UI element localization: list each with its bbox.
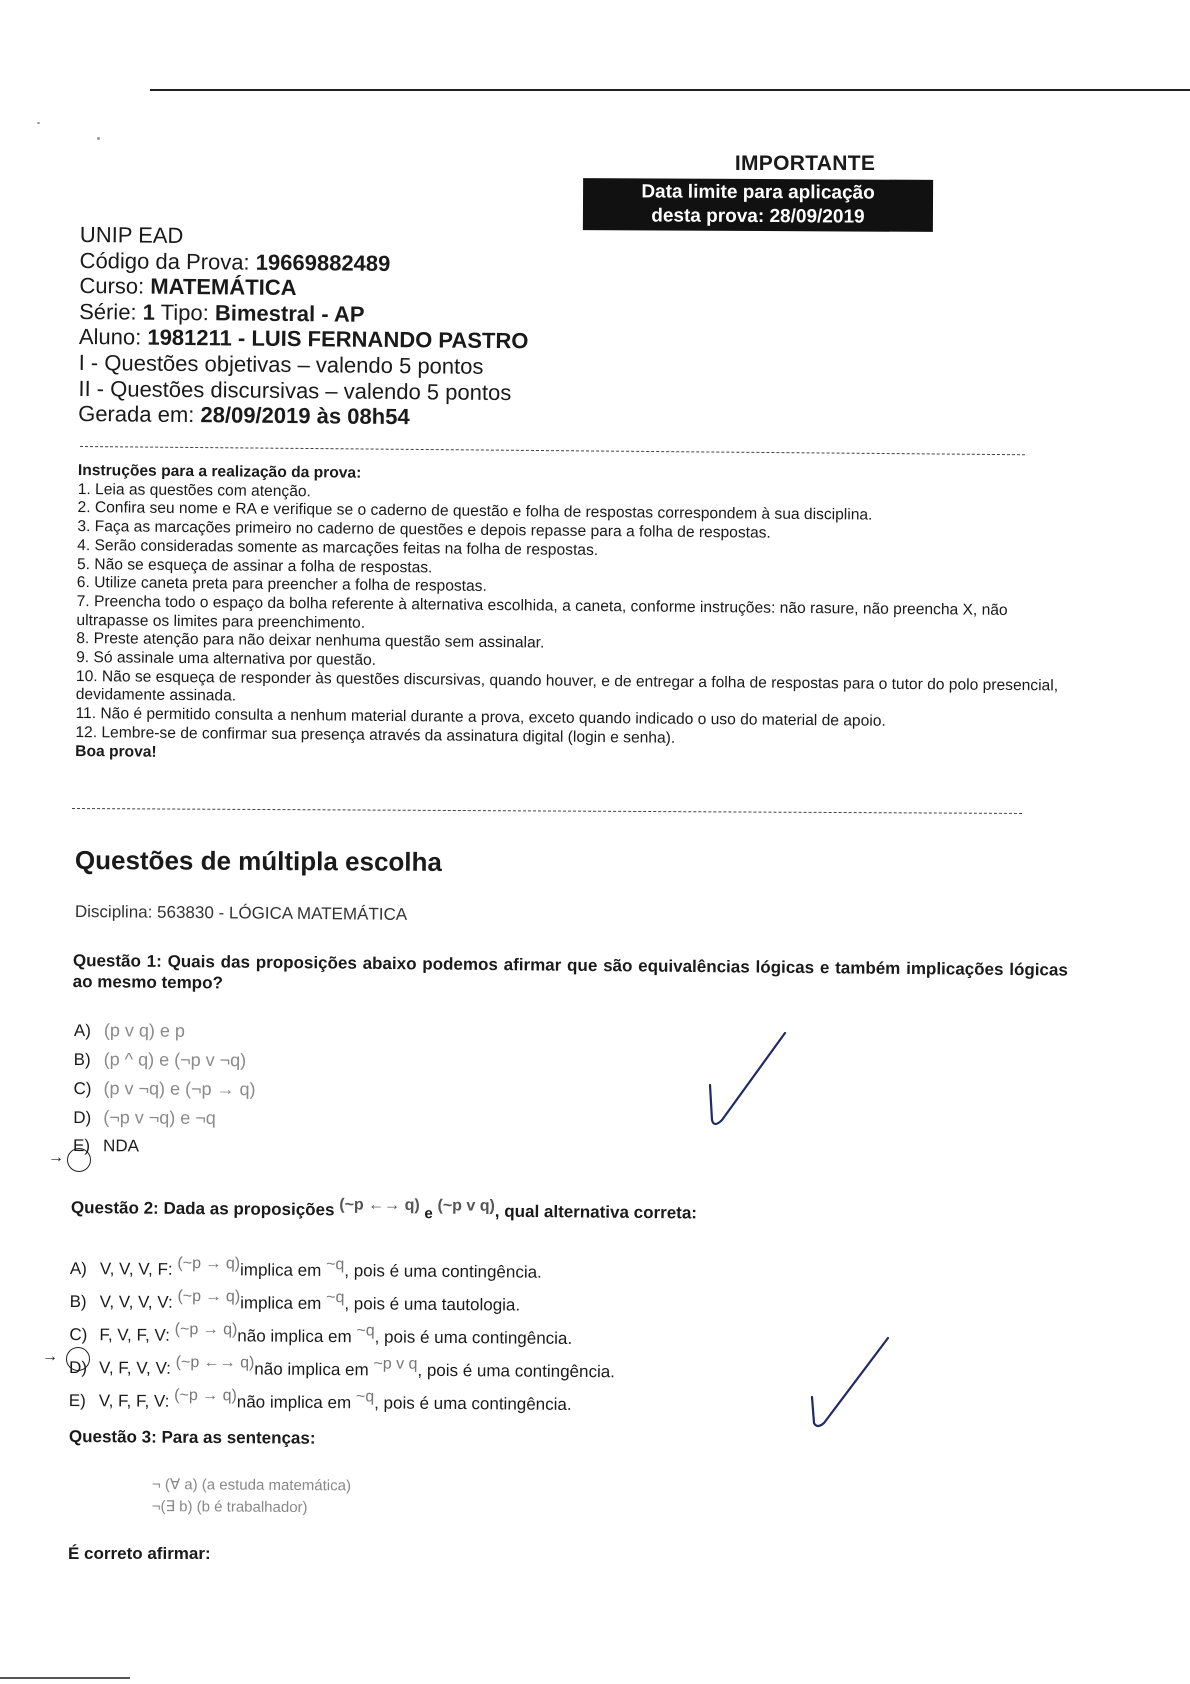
course: MATEMÁTICA: [150, 273, 297, 301]
option-letter: A): [73, 1020, 91, 1041]
option-letter: D): [69, 1357, 88, 1378]
student: 1981211 - LUIS FERNANDO PASTRO: [147, 325, 529, 354]
option-end: , pois é uma contingência.: [374, 1393, 572, 1414]
option-letter: E): [73, 1135, 91, 1156]
handwritten-check-mark: [800, 1335, 900, 1445]
option-letter: B): [69, 1291, 87, 1312]
answer-arrow-mark: →: [48, 1149, 64, 1166]
answer-circle-mark: [67, 1148, 91, 1172]
q2-conj: e: [424, 1205, 433, 1223]
deadline-banner: [583, 178, 933, 232]
type-label: Tipo:: [160, 299, 209, 326]
instruction-item: 1. Leia as questões com atenção.: [77, 480, 312, 500]
option-formula: ~q: [326, 1256, 345, 1274]
q2-prop-1: (~p ←→ q): [339, 1196, 420, 1215]
q2-suffix: , qual alternativa correta:: [494, 1201, 698, 1223]
option-formula: ~q: [355, 1388, 375, 1406]
option-formula: ~q: [356, 1322, 375, 1340]
option-values: F, V, F, V:: [99, 1325, 170, 1345]
q2-option-d[interactable]: [69, 1352, 615, 1389]
option-letter: D): [73, 1107, 92, 1128]
question-3-prompt: É correto afirmar:: [68, 1544, 211, 1563]
instruction-item: 11. Não é permitido consulta a nenhum material durante a prova, exceto quando indicado o uso do material de apoio.: [75, 705, 886, 730]
option-formula: (~p → q): [177, 1254, 241, 1273]
important-title: IMPORTANTE: [734, 152, 876, 175]
generated-row: [78, 401, 528, 431]
instructions-title: Instruções para a realização da prova:: [77, 462, 362, 482]
instruction-item: 2. Confira seu nome e RA e verifique se o caderno de questão e folha de respostas correspondem à sua disciplina.: [77, 499, 873, 525]
option-text: (p v ¬q) e (¬p → q): [103, 1078, 256, 1100]
series-label: Série:: [79, 298, 137, 325]
instruction-item: 12. Lembre-se de confirmar sua presença através da assinatura digital (login e senha).: [75, 723, 676, 747]
option-relation: implica em: [240, 1293, 322, 1313]
instruction-item: 8. Preste atenção para não deixar nenhuma questão sem assinalar.: [76, 630, 545, 652]
sentence-2: ¬(∃ b) (b é trabalhador): [151, 1497, 308, 1517]
option-relation: implica em: [240, 1260, 322, 1280]
option-formula: ~p v q: [373, 1355, 418, 1373]
option-relation: não implica em: [237, 1326, 352, 1347]
option-end: , pois é uma contingência.: [344, 1261, 542, 1282]
option-letter: C): [69, 1324, 88, 1345]
q2-option-b[interactable]: [69, 1286, 615, 1323]
exam-code-label: Código da Prova:: [79, 247, 250, 275]
divider-top: [80, 446, 1025, 455]
instruction-item: 10. Não se esqueça de responder às questões discursivas, quando houver, e de entregar a folha de respostas para o tutor do polo presencial, devidamente assinada.: [75, 667, 1059, 705]
q1-option-c[interactable]: [73, 1074, 255, 1104]
sentence-1: ¬ (∀ a) (a estuda matemática): [151, 1476, 352, 1495]
objective-info: I - Questões objetivas – valendo 5 pontos: [78, 349, 484, 379]
option-formula: (~p → q): [177, 1287, 241, 1306]
option-formula: (~p → q): [174, 1320, 238, 1339]
instruction-item: 5. Não se esqueça de assinar a folha de respostas.: [76, 555, 433, 576]
option-formula: ~q: [326, 1289, 345, 1307]
q2-prop-2: (~p v q): [437, 1197, 495, 1215]
deadline-line-1: Data limite para aplicação: [641, 181, 875, 204]
q1-option-d[interactable]: [73, 1103, 255, 1133]
series: 1: [142, 299, 156, 325]
exam-header: [78, 222, 529, 431]
option-values: V, V, V, F:: [99, 1259, 173, 1279]
discursive-info: II - Questões discursivas – valendo 5 pontos: [78, 375, 512, 405]
option-end: , pois é uma tautologia.: [344, 1294, 521, 1315]
option-end: , pois é uma contingência.: [417, 1360, 616, 1382]
exam-type: Bimestral - AP: [214, 300, 365, 327]
option-letter: A): [69, 1258, 87, 1279]
instruction-item: 3. Faça as marcações primeiro no caderno de questões e depois repasse para a folha de respostas.: [77, 518, 771, 542]
question-1-text: Questão 1: Quais das proposições abaixo podemos afirmar que são equivalências lógicas e também implicações lógicas ao mesmo tempo?: [72, 950, 1068, 993]
answer-arrow-mark: →: [42, 1348, 58, 1365]
divider-bottom: [72, 808, 1022, 814]
question-2-options: [69, 1253, 616, 1422]
option-values: V, F, V, V:: [99, 1358, 172, 1378]
question-3-sentences: [152, 1474, 351, 1519]
instruction-item: 4. Serão consideradas somente as marcações feitas na folha de respostas.: [77, 536, 599, 559]
q2-prefix: Questão 2: Dada as proposições: [70, 1198, 335, 1220]
exam-code: 19669882489: [255, 249, 391, 276]
question-1-options: [73, 1016, 256, 1161]
top-scan-rule: [150, 89, 1190, 91]
deadline-line-2: desta prova: 28/09/2019: [651, 205, 865, 228]
instruction-item: 7. Preencha todo o espaço da bolha referente à alternativa escolhida, a caneta, conforme instruções: não rasure, não preencha X, não ultrapasse os limites para preenchimento.: [76, 592, 1008, 632]
option-text: (p ^ q) e (¬p v ¬q): [103, 1049, 247, 1071]
instruction-item: 9. Só assinale uma alternativa por questão.: [76, 649, 377, 669]
scan-speck: [37, 122, 40, 124]
institution: UNIP EAD: [79, 222, 184, 248]
instructions: [75, 462, 1068, 771]
bottom-scan-edge: [0, 1677, 130, 1679]
option-formula: (~p → q): [174, 1386, 237, 1405]
option-text: (¬p v ¬q) e ¬q: [103, 1107, 216, 1128]
option-letter: E): [68, 1390, 86, 1411]
generated-label: Gerada em:: [78, 401, 195, 428]
generated-at: 28/09/2019 às 08h54: [200, 402, 410, 430]
q2-option-c[interactable]: [69, 1319, 615, 1356]
answer-circle-mark: [66, 1347, 90, 1371]
question-2-text: [71, 1198, 697, 1223]
option-letter: C): [73, 1078, 92, 1099]
question-3-text: Questão 3: Para as sentenças:: [68, 1427, 316, 1448]
option-values: V, V, V, V:: [99, 1292, 173, 1312]
student-label: Aluno:: [78, 324, 142, 350]
option-formula: (~p ←→ q): [175, 1353, 255, 1372]
q2-option-a[interactable]: [70, 1253, 616, 1290]
q1-option-b[interactable]: [74, 1045, 256, 1075]
q1-option-e[interactable]: [73, 1132, 255, 1161]
instruction-item: 6. Utilize caneta preta para preencher a folha de respostas.: [76, 574, 487, 596]
option-text: NDA: [103, 1136, 140, 1156]
discipline: Disciplina: 563830 - LÓGICA MATEMÁTICA: [74, 902, 408, 924]
option-letter: B): [73, 1049, 91, 1070]
course-label: Curso:: [79, 273, 145, 299]
q1-option-a[interactable]: [74, 1016, 256, 1046]
q2-option-e[interactable]: [69, 1385, 615, 1422]
option-values: V, F, F, V:: [98, 1391, 170, 1411]
option-end: , pois é uma contingência.: [374, 1327, 573, 1348]
scan-speck: [97, 137, 100, 140]
instructions-closing: Boa prova!: [75, 742, 157, 761]
option-relation: não implica em: [236, 1392, 352, 1413]
section-title: Questões de múltipla escolha: [74, 845, 442, 877]
handwritten-check-mark: [690, 1025, 800, 1145]
option-relation: não implica em: [254, 1359, 369, 1380]
option-text: (p v q) e p: [103, 1020, 186, 1041]
